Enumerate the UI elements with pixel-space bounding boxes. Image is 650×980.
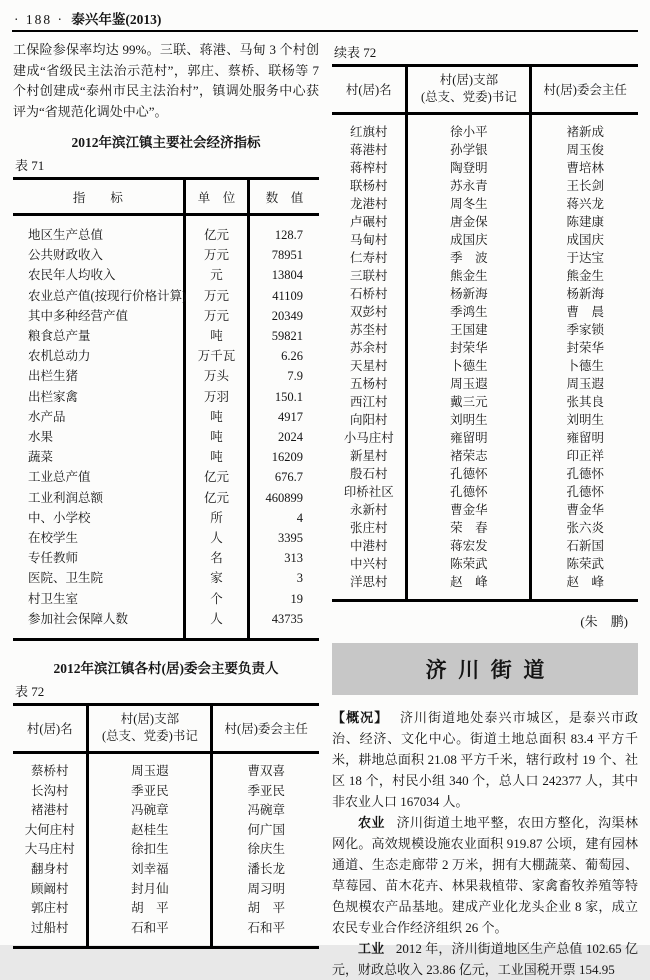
book-title: 泰兴年鉴(2013) (71, 12, 162, 27)
table-row (13, 508, 319, 528)
table-row (332, 555, 638, 573)
table-cell: 78951 (249, 245, 319, 265)
table-row (332, 321, 638, 339)
table-cell: 红旗村 (349, 125, 388, 139)
table72-header-village: 村(居)名 (13, 705, 88, 753)
table-cell: 翻身村 (30, 862, 69, 877)
table-cell: 19 (249, 589, 319, 609)
table-cell: 蒋榨村 (349, 161, 388, 175)
table-cell: 仁寿村 (349, 251, 388, 265)
agriculture-text: 济川街道土地平整，农田方整化，沟渠林网化。高效规模设施农业面积 919.87 公顷，建有园林通道、生态走廊带 2 万米，拥有大棚蔬菜、葡萄园、草莓园、苗木花卉、林果栽植带、家禽畜牧养殖等特色规模农产品基地。建成产业化龙头企业 8 家，成立农民专业合作经济组织 26 个。 (332, 815, 638, 935)
table-row (13, 919, 319, 948)
table-row (13, 387, 319, 407)
table-cell: 联杨村 (349, 179, 388, 193)
table-row (332, 195, 638, 213)
table-row (332, 411, 638, 429)
table-cell: 马甸村 (349, 233, 388, 247)
table-cell: 双彭村 (349, 305, 388, 319)
table-cell: 封荣华 (407, 339, 531, 357)
table-cell: 676.7 (249, 467, 319, 487)
table-cell: 名 (184, 548, 248, 568)
table-cell: 460899 (249, 488, 319, 508)
table-cell: 殷石村 (349, 467, 388, 481)
table-cell: 封荣华 (531, 339, 638, 357)
table-cell: 苏坔村 (349, 323, 388, 337)
table-cell: 季 波 (407, 249, 531, 267)
table-cell: 周玉俊 (531, 141, 638, 159)
table72-cont-header-row (332, 66, 638, 114)
table72-cont-header-village: 村(居)名 (332, 66, 407, 114)
table-cell: 万羽 (184, 387, 248, 407)
table-cell: 杨新海 (531, 285, 638, 303)
table-cell: 万千瓦 (184, 346, 248, 366)
table-cell: 周玉遐 (407, 375, 531, 393)
table-cell: 村卫生室 (28, 591, 79, 606)
table-cell: 印正祥 (531, 447, 638, 465)
table-row (13, 346, 319, 366)
table-cell: 公共财政收入 (28, 248, 104, 263)
table-cell: 参加社会保障人数 (28, 611, 129, 626)
table-cell: 人 (184, 609, 248, 640)
table-cell: 41109 (249, 286, 319, 306)
table-cell: 戴三元 (407, 393, 531, 411)
table-row (332, 141, 638, 159)
table-cell: 中兴村 (349, 557, 388, 571)
table-row (332, 267, 638, 285)
table-cell: 杨新海 (407, 285, 531, 303)
table72-label: 表 72 (15, 684, 45, 700)
table-cell: 中港村 (349, 539, 388, 553)
table-cell: 128.7 (249, 215, 319, 246)
intro-paragraph: 工保险参保率均达 99%。三联、蒋港、马甸 3 个村创建成“省级民主法治示范村”，郭庄、蔡桥、联杨等 7 个村创建成“泰州市民主法治村”，镇调处服务中心获评为“省规范化调处中心”。 (13, 42, 319, 119)
table-cell: 孔德怀 (531, 465, 638, 483)
table-cell: 长沟村 (30, 783, 69, 798)
table-cell: 蒋港村 (349, 143, 388, 157)
table-cell: 中、小学校 (28, 510, 91, 525)
table-cell: 万头 (184, 366, 248, 386)
table-cell: 孔德怀 (407, 483, 531, 501)
right-column (332, 40, 638, 980)
table-row (332, 231, 638, 249)
table72-title: 2012年滨江镇各村(居)委会主要负责人 (53, 661, 279, 677)
table-cell: 刘明生 (531, 411, 638, 429)
table-cell: 吨 (184, 427, 248, 447)
table-cell: 家 (184, 568, 248, 588)
table-cell: 地区生产总值 (28, 228, 104, 242)
table-cell: 卢碾村 (349, 215, 388, 229)
table-row (13, 215, 319, 246)
table-cell: 13804 (249, 265, 319, 285)
table-cell: 3 (249, 568, 319, 588)
table-cell: 胡 平 (212, 899, 319, 919)
table-row (332, 483, 638, 501)
table71-body (13, 215, 319, 640)
table-row (332, 501, 638, 519)
table-cell: 雍留明 (531, 429, 638, 447)
table-row (13, 407, 319, 427)
table-cell: 成国庆 (407, 231, 531, 249)
table-cell: 王长剑 (531, 177, 638, 195)
table-row (13, 899, 319, 919)
table-cell: 万元 (184, 286, 248, 306)
table-cell: 熊金生 (531, 267, 638, 285)
table71-socioeconomic-indicators (13, 177, 319, 641)
table72-cont-header-director: 村(居)委会主任 (531, 66, 638, 114)
section-body (332, 707, 638, 980)
table72-cont-body (332, 114, 638, 601)
table-cell: 万元 (184, 245, 248, 265)
table72-cont-header-secretary: 村(居)支部 (总支、党委)书记 (407, 66, 531, 114)
table-row (332, 375, 638, 393)
table71-title: 2012年滨江镇主要社会经济指标 (71, 135, 261, 150)
table-row (332, 213, 638, 231)
table-cell: 亿元 (184, 215, 248, 246)
table-cell: 雍留明 (407, 429, 531, 447)
table-row (13, 447, 319, 467)
table-cell: 水果 (28, 430, 54, 445)
industry-text: 2012 年，济川街道地区生产总值 102.65 亿元，财政总收入 23.86 亿元，工业国税开票 154.95 (332, 941, 638, 977)
table-row (332, 285, 638, 303)
table-cell: 陈建康 (531, 213, 638, 231)
table-cell: 16209 (249, 447, 319, 467)
header-rule (12, 30, 638, 32)
table-cell: 59821 (249, 326, 319, 346)
table-cell: 亿元 (184, 488, 248, 508)
table-row (332, 465, 638, 483)
table-cell: 4917 (249, 407, 319, 427)
table-cell: 曹双喜 (212, 753, 319, 782)
table-cell: 水产品 (28, 409, 66, 424)
table-cell: 周习明 (212, 880, 319, 900)
table-cell: 季亚民 (88, 782, 212, 802)
table-cell: 熊金生 (407, 267, 531, 285)
table-cell: 印桥社区 (343, 485, 394, 499)
table-row (332, 114, 638, 142)
table-cell: 农机总动力 (28, 349, 91, 364)
table-cell: 2024 (249, 427, 319, 447)
table-cell: 元 (184, 265, 248, 285)
table-cell: 大何庄村 (24, 822, 75, 837)
agriculture-lead: 农业 (358, 815, 385, 830)
table71-header-indicator: 指 标 (13, 179, 184, 215)
table-cell: 曹金华 (531, 501, 638, 519)
table-cell: 蔡桥村 (30, 764, 69, 779)
table-cell: 卜德生 (531, 357, 638, 375)
table72-cont-label: 续表 72 (334, 45, 377, 60)
table-row (13, 753, 319, 782)
table-row (332, 393, 638, 411)
section-banner (332, 643, 638, 695)
table71-header-value: 数 值 (249, 179, 319, 215)
table-cell: 万元 (184, 306, 248, 326)
table-cell: 三联村 (349, 269, 388, 283)
table-cell: 张六炎 (531, 519, 638, 537)
table-cell: 张其良 (531, 393, 638, 411)
industry-paragraph (332, 938, 638, 980)
table-cell: 3395 (249, 528, 319, 548)
table-cell: 何广国 (212, 821, 319, 841)
table-row (332, 429, 638, 447)
overview-paragraph (332, 707, 638, 812)
table-cell: 孔德怀 (407, 465, 531, 483)
table-row (332, 573, 638, 601)
table-cell: 王国建 (407, 321, 531, 339)
table-cell: 五杨村 (349, 377, 388, 391)
left-column (13, 40, 319, 949)
table-cell: 陈荣武 (407, 555, 531, 573)
table-cell: 永新村 (349, 503, 388, 517)
table-row (13, 589, 319, 609)
table-cell: 蒋兴龙 (531, 195, 638, 213)
table-cell: 工业利润总额 (28, 490, 104, 505)
table-cell: 顾阚村 (30, 881, 69, 896)
table-cell: 苏余村 (349, 341, 388, 355)
overview-lead: 【概况】 (332, 710, 389, 725)
overview-text: 济川街道地处泰兴市城区，是泰兴市政治、经济、文化中心。街道土地总面积 83.4 平方千米，耕地总面积 21.08 平方千米，辖行政村 19 个、社区 18 个，村民小组 340 个，总人口 242377 人，其中非农业人口 167034 人。 (332, 710, 638, 809)
table-cell: 吨 (184, 326, 248, 346)
table-row (13, 286, 319, 306)
table-cell: 6.26 (249, 346, 319, 366)
table-row (13, 548, 319, 568)
table72-body (13, 753, 319, 948)
industry-lead: 工业 (358, 941, 385, 956)
table-cell: 季家锁 (531, 321, 638, 339)
table-cell: 于达宝 (531, 249, 638, 267)
table72-header-row (13, 705, 319, 753)
table-row (332, 447, 638, 465)
table-cell: 蔬菜 (28, 450, 54, 465)
table71-header-row (13, 179, 319, 215)
table-row (332, 357, 638, 375)
table72-header-secretary: 村(居)支部 (总支、党委)书记 (88, 705, 212, 753)
table-cell: 冯碗章 (212, 801, 319, 821)
table-cell: 313 (249, 548, 319, 568)
table-cell: 医院、卫生院 (28, 571, 104, 586)
table-row (13, 880, 319, 900)
table-cell: 陈荣武 (531, 555, 638, 573)
table-row (332, 537, 638, 555)
table-cell: 冯碗章 (88, 801, 212, 821)
table-cell: 石桥村 (349, 287, 388, 301)
table-cell: 4 (249, 508, 319, 528)
table-cell: 曹培林 (531, 159, 638, 177)
table-row (13, 782, 319, 802)
table-cell: 孔德怀 (531, 483, 638, 501)
table-cell: 个 (184, 589, 248, 609)
table-cell: 周冬生 (407, 195, 531, 213)
table-cell: 郭庄村 (30, 901, 69, 916)
table-cell: 孙学银 (407, 141, 531, 159)
table-cell: 封月仙 (88, 880, 212, 900)
agriculture-paragraph (332, 812, 638, 938)
table-row (13, 326, 319, 346)
table-cell: 农民年人均收入 (28, 268, 116, 283)
table-cell: 大马庄村 (24, 842, 75, 857)
table-cell: 石和平 (88, 919, 212, 948)
table-cell: 农业总产值(按现行价格计算) (28, 288, 187, 303)
table-cell: 季鸿生 (407, 303, 531, 321)
table-row (13, 366, 319, 386)
table-row (13, 467, 319, 487)
table-row (332, 339, 638, 357)
table-cell: 粮食总产量 (28, 329, 91, 344)
table-cell: 徐小平 (407, 114, 531, 142)
table-cell: 曹 晨 (531, 303, 638, 321)
table-cell: 张庄村 (349, 521, 388, 535)
author-byline: (朱 鹏) (580, 614, 628, 629)
table-cell: 7.9 (249, 366, 319, 386)
table-cell: 吨 (184, 407, 248, 427)
table-cell: 工业总产值 (28, 470, 91, 485)
table72-village-leaders (13, 703, 319, 949)
table-cell: 150.1 (249, 387, 319, 407)
table-cell: 胡 平 (88, 899, 212, 919)
table-cell: 刘幸福 (88, 860, 212, 880)
table71-label: 表 71 (15, 158, 45, 173)
table-row (332, 519, 638, 537)
table72-header-director: 村(居)委会主任 (212, 705, 319, 753)
table-row (13, 568, 319, 588)
table-cell: 唐金保 (407, 213, 531, 231)
table-cell: 小马庄村 (343, 431, 394, 445)
table-cell: 潘长龙 (212, 860, 319, 880)
running-head (14, 8, 636, 28)
table-row (13, 265, 319, 285)
table-cell: 天星村 (349, 359, 388, 373)
table-cell: 季亚民 (212, 782, 319, 802)
table-cell: 苏永青 (407, 177, 531, 195)
table-cell: 成国庆 (531, 231, 638, 249)
table-cell: 卜德生 (407, 357, 531, 375)
table-cell: 赵 峰 (407, 573, 531, 601)
table-cell: 吨 (184, 447, 248, 467)
table-row (13, 488, 319, 508)
table-cell: 蒋宏发 (407, 537, 531, 555)
table-cell: 专任教师 (28, 551, 79, 566)
table-cell: 曹金华 (407, 501, 531, 519)
table-cell: 荣 春 (407, 519, 531, 537)
table-cell: 石新国 (531, 537, 638, 555)
table-row (13, 306, 319, 326)
table-cell: 洋思村 (349, 575, 388, 589)
table-cell: 人 (184, 528, 248, 548)
table-cell: 出栏家禽 (28, 389, 79, 404)
table-cell: 石和平 (212, 919, 319, 948)
table-cell: 亿元 (184, 467, 248, 487)
table-row (332, 159, 638, 177)
table-row (13, 609, 319, 640)
section-title: 济川街道 (425, 658, 556, 682)
table-row (13, 245, 319, 265)
table-row (332, 303, 638, 321)
table-cell: 褚港村 (30, 803, 69, 818)
table-cell: 过船村 (30, 920, 69, 935)
table-row (13, 528, 319, 548)
table-cell: 西江村 (349, 395, 388, 409)
table-cell: 其中多种经营产值 (28, 308, 129, 323)
table-cell: 出栏生猪 (28, 369, 79, 384)
table-cell: 徐扣生 (88, 840, 212, 860)
table-cell: 20349 (249, 306, 319, 326)
table-row (13, 801, 319, 821)
table-cell: 赵 峰 (531, 573, 638, 601)
table-cell: 龙港村 (349, 197, 388, 211)
table-cell: 新星村 (349, 449, 388, 463)
table-cell: 43735 (249, 609, 319, 640)
table72-continued (332, 64, 638, 602)
table-cell: 刘明生 (407, 411, 531, 429)
table71-header-unit: 单 位 (184, 179, 248, 215)
table-row (13, 427, 319, 447)
table-row (13, 840, 319, 860)
table-row (13, 860, 319, 880)
table-row (332, 249, 638, 267)
table-cell: 褚新成 (531, 114, 638, 142)
table-cell: 赵桂生 (88, 821, 212, 841)
table-row (332, 177, 638, 195)
table-cell: 所 (184, 508, 248, 528)
page-number: · 188 · (14, 12, 64, 27)
table-cell: 周玉遐 (531, 375, 638, 393)
table-cell: 陶登明 (407, 159, 531, 177)
table-row (13, 821, 319, 841)
table-cell: 向阳村 (349, 413, 388, 427)
table-cell: 周玉遐 (88, 753, 212, 782)
table-cell: 在校学生 (28, 531, 79, 546)
table-cell: 徐庆生 (212, 840, 319, 860)
table-cell: 褚荣志 (407, 447, 531, 465)
